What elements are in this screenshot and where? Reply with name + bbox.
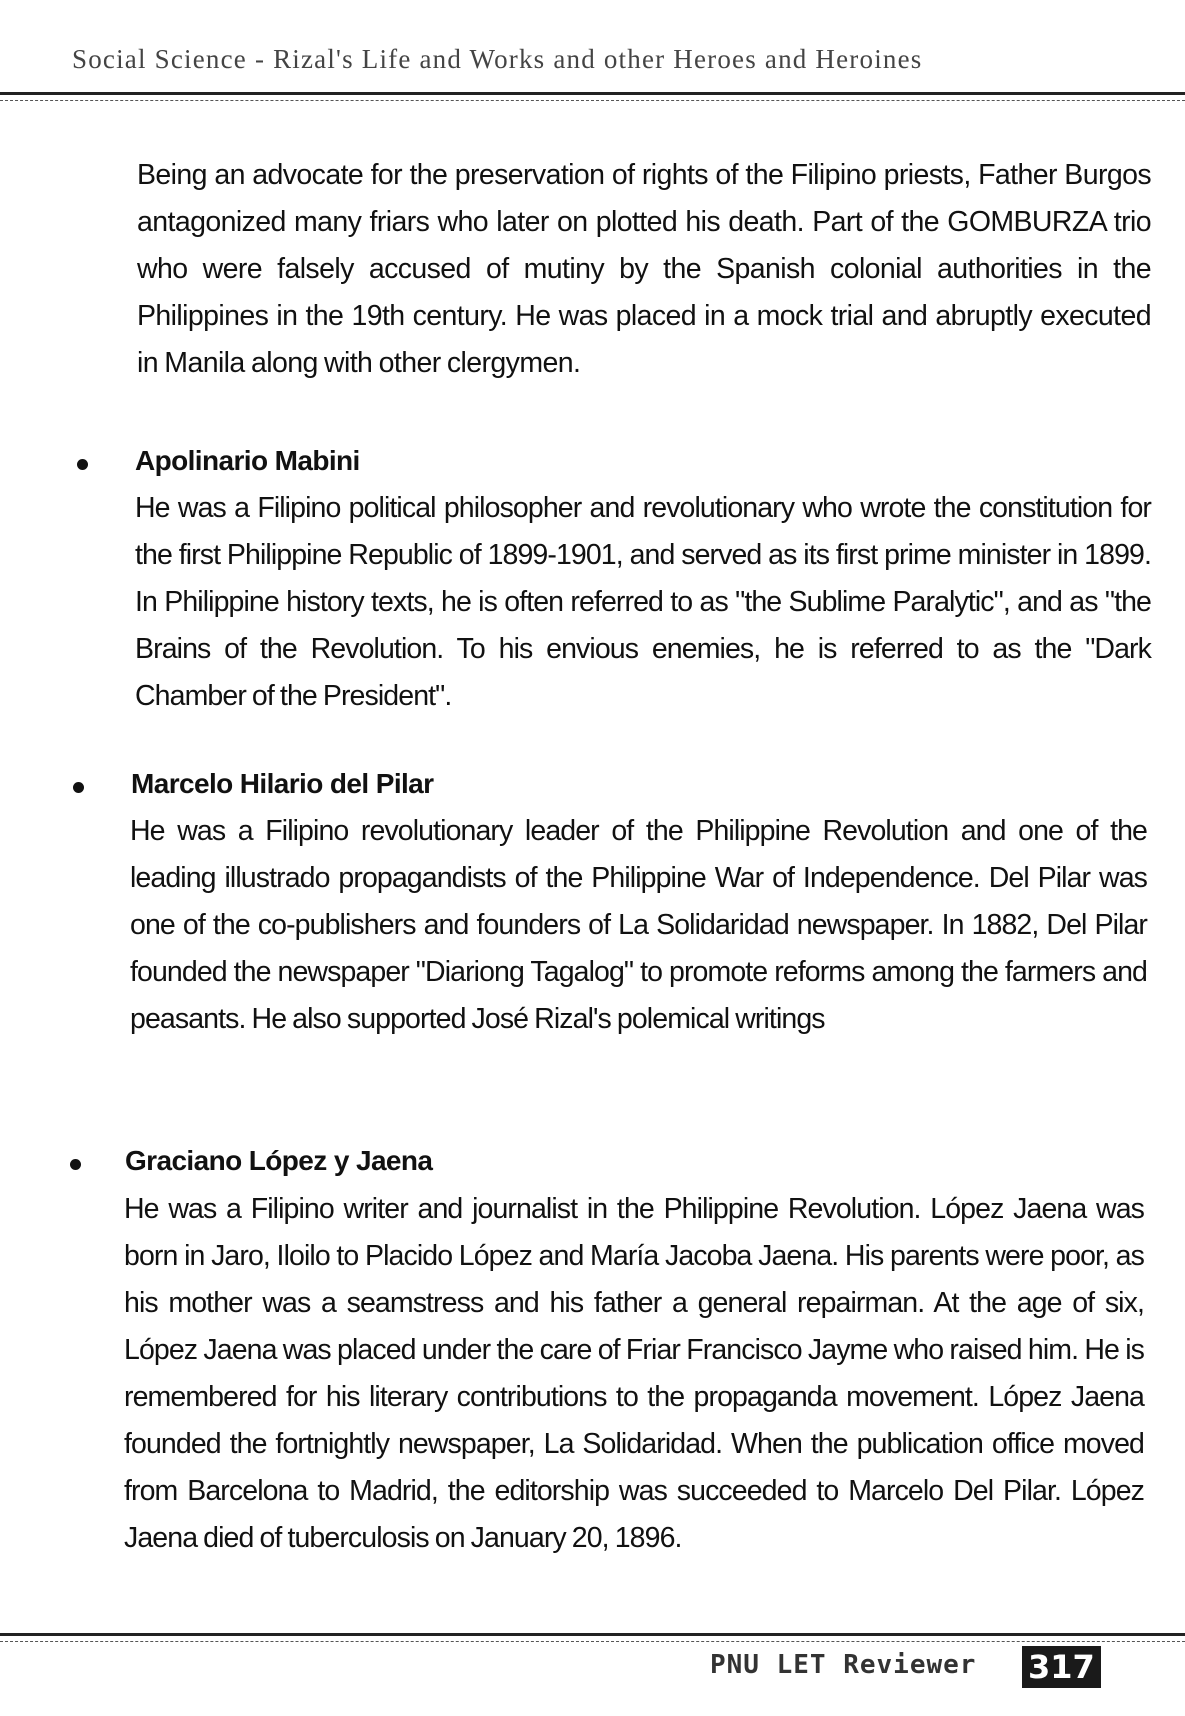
entry-body: He was a Filipino writer and journalist in the Philippine Revolution. López Jaena was born in Jaro, Iloilo to Placido López and María Jacoba Jaena. His parents were poor, as his mother was a seamstress and his father a general repairman. At the age of six, López Jaena was placed under the care of Friar Francisco Jayme who raised him. He is remembered for his literary contributions to the propaganda movement. López Jaena founded the fortnightly newspaper, La Solidaridad. When the publication office moved from Barcelona to Madrid, the editorship was succeeded to Marcelo Del Pilar. López Jaena died of tuberculosis on January 20, 1896. (124, 1193, 1144, 1554)
bullet-icon (77, 459, 88, 470)
header-rule-secondary (0, 100, 1185, 101)
header-rule (0, 92, 1185, 95)
running-header: Social Science - Rizal's Life and Works and other Heroes and Heroines (72, 44, 923, 74)
intro-paragraph: Being an advocate for the preservation of rights of the Filipino priests, Father Burgos antagonized many friars who later on plotted his death. Part of the GOMBURZA trio who were falsely accused of mutiny by the Spanish colonial authorities in the Philippines in the 19th century. He was placed in a mock trial and abruptly executed in Manila along with other clergymen. (137, 159, 1151, 379)
footer-rule-secondary (0, 1641, 1185, 1642)
page-number: 317 (1022, 1646, 1101, 1688)
entry-name: Graciano López y Jaena (125, 1145, 433, 1176)
footer-label: PNU LET Reviewer (710, 1650, 977, 1680)
bullet-icon (70, 1159, 81, 1170)
entry-name: Apolinario Mabini (135, 445, 360, 476)
bullet-icon (73, 782, 84, 793)
entry-body: He was a Filipino political philosopher and revolutionary who wrote the constitution for the first Philippine Republic of 1899-1901, and served as its first prime minister in 1899. In Philippine history texts, he is often referred to as "the Sublime Paralytic", and as "the Brains of the Revolution. To his envious enemies, he is referred to as the "Dark Chamber of the President". (135, 492, 1151, 712)
entry-name: Marcelo Hilario del Pilar (131, 768, 434, 799)
entry-body: He was a Filipino revolutionary leader of the Philippine Revolution and one of the leading illustrado propagandists of the Philippine War of Independence. Del Pilar was one of the co-publishers and founders of La Solidaridad newspaper. In 1882, Del Pilar founded the newspaper "Diariong Tagalog" to promote reforms among the farmers and peasants. He also supported José Rizal's polemical writings (130, 815, 1147, 1035)
footer-rule (0, 1633, 1185, 1636)
